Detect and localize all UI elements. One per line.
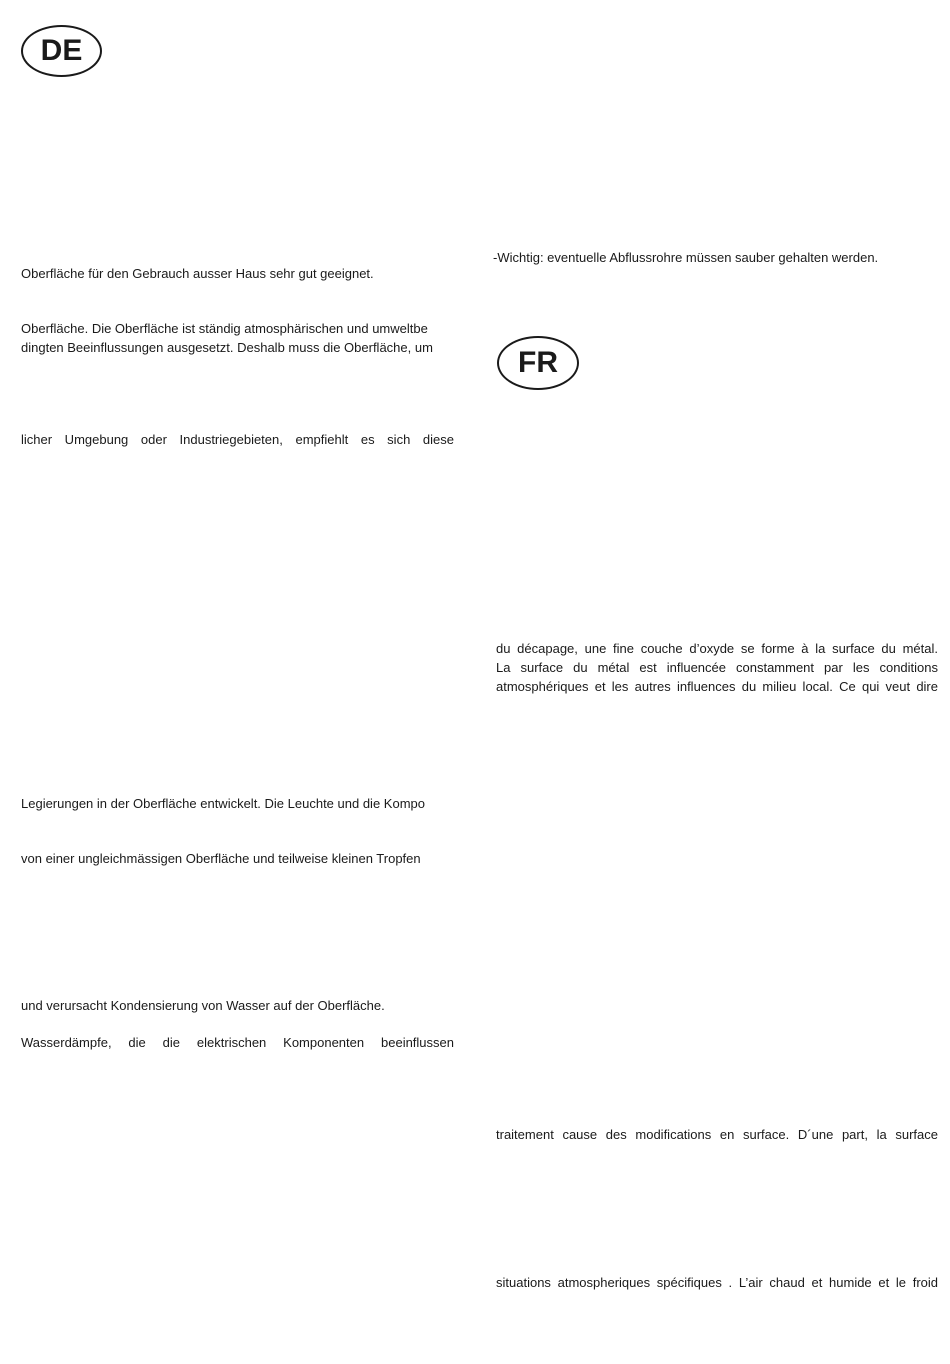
de-text-line: Legierungen in der Oberfläche entwickelt. Die Leuchte und die Kompo xyxy=(21,796,425,811)
de-text-line: licher Umgebung oder Industriegebieten, empfiehlt es sich diese xyxy=(21,432,454,447)
fr-text-line: La surface du métal est influencée constamment par les conditions xyxy=(496,660,938,675)
language-badge-de: DE xyxy=(21,25,102,77)
fr-text-line: traitement cause des modifications en surface. D´une part, la surface xyxy=(496,1127,938,1142)
de-text-line: Oberfläche. Die Oberfläche ist ständig atmosphärischen und umweltbe xyxy=(21,321,428,336)
fr-text-line: atmosphériques et les autres influences du milieu local. Ce qui veut dire xyxy=(496,679,938,694)
de-text-line: und verursacht Kondensierung von Wasser auf der Oberfläche. xyxy=(21,998,385,1013)
de-text-line: Oberfläche für den Gebrauch ausser Haus sehr gut geeignet. xyxy=(21,266,374,281)
fr-text-line: du décapage, une fine couche d’oxyde se forme à la surface du métal. xyxy=(496,641,938,656)
de-note: -Wichtig: eventuelle Abflussrohre müssen sauber gehalten werden. xyxy=(493,250,879,265)
fr-text-line: situations atmospheriques spécifiques . L’air chaud et humide et le froid xyxy=(496,1275,938,1290)
de-text-line: von einer ungleichmässigen Oberfläche und teilweise kleinen Tropfen xyxy=(21,851,421,866)
language-badge-fr: FR xyxy=(497,336,579,390)
de-text-line: Wasserdämpfe, die die elektrischen Komponenten beeinflussen xyxy=(21,1035,454,1050)
de-text-line: dingten Beeinflussungen ausgesetzt. Deshalb muss die Oberfläche, um xyxy=(21,340,433,355)
